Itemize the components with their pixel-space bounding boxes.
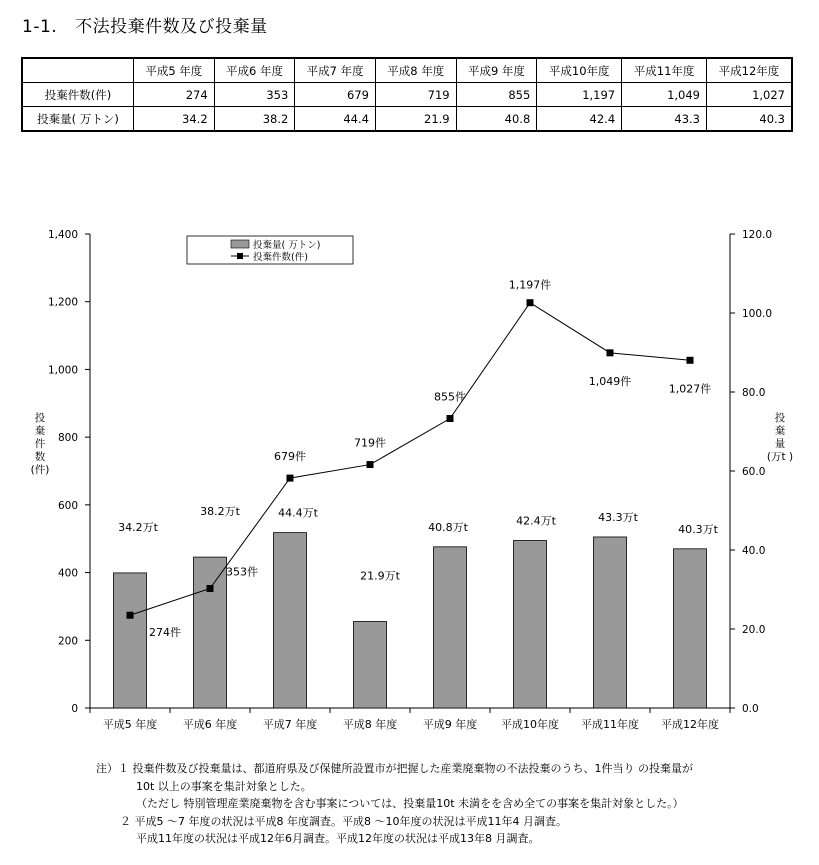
table-cell: 34.2	[134, 107, 215, 132]
bar-data-label: 40.3万t	[678, 522, 718, 536]
bar-data-label: 42.4万t	[516, 514, 556, 528]
y-left-tick-label: 1,200	[47, 296, 78, 309]
bar	[674, 549, 707, 708]
line-point	[367, 461, 374, 468]
table-cell: 43.3	[622, 107, 707, 132]
table-corner-cell	[22, 58, 134, 83]
table-cell: 1,049	[622, 83, 707, 107]
table-cell: 40.8	[456, 107, 537, 132]
bar-data-label: 44.4万t	[278, 506, 318, 520]
x-tick-label: 平成11年度	[581, 718, 639, 730]
note-line: 10t 以上の事案を集計対象とした。	[136, 779, 312, 793]
bar-data-label: 21.9万t	[360, 569, 400, 583]
note-line: 平成11年度の状況は平成12年6月調査。平成12年度の状況は平成13年8 月調査。	[136, 832, 540, 845]
line-data-label: 1,027件	[668, 382, 712, 396]
table-cell: 1,027	[707, 83, 793, 107]
y-right-tick-label: 120.0	[742, 229, 773, 241]
legend-line-marker	[237, 253, 243, 259]
y-left-tick-label: 600	[57, 499, 78, 512]
heading-title: 不法投棄件数及び投棄量	[75, 17, 268, 37]
note-line: （ただし 特別管理産業廃棄物を含む事案については、投棄量10t 未満をを含め全ての事案を集計対象とした。）	[136, 797, 684, 810]
table-header-cell: 平成12年度	[707, 58, 793, 83]
line-point	[447, 415, 454, 422]
line-point	[527, 299, 534, 306]
y-left-axis-label: 棄	[34, 425, 46, 437]
line-data-label: 274件	[149, 626, 181, 640]
y-right-tick-label: 20.0	[742, 624, 766, 636]
combo-chart	[0, 220, 819, 730]
y-right-tick-label: 40.0	[742, 545, 766, 557]
line-data-label: 353件	[226, 565, 258, 579]
table-header-cell: 平成7 年度	[295, 58, 376, 83]
y-right-tick-label: 0.0	[742, 703, 759, 715]
x-tick-label: 平成10年度	[501, 718, 559, 730]
x-tick-label: 平成8 年度	[342, 718, 398, 730]
x-tick-label: 平成6 年度	[182, 718, 238, 730]
y-left-tick-label: 800	[57, 432, 78, 445]
table-header-cell: 平成6 年度	[214, 58, 295, 83]
table-cell: 679	[295, 83, 376, 107]
line-data-label: 679件	[274, 450, 306, 464]
legend-line-label: 投棄件数(件)	[253, 252, 308, 263]
table-cell: 719	[375, 83, 456, 107]
line-point	[607, 349, 614, 356]
table-header-row	[22, 58, 792, 83]
notes	[96, 760, 796, 848]
note-line: ２ 平成5 ～7 年度の状況は平成8 年度調査。平成8 ～10年度の状況は平成11年4 月調査。	[120, 814, 567, 828]
bar-data-label: 40.8万t	[428, 520, 468, 534]
bar-data-label: 38.2万t	[200, 505, 240, 519]
table-cell: 353	[214, 83, 295, 107]
y-right-axis-label: 量	[774, 438, 786, 450]
y-left-tick-label: 400	[57, 567, 78, 580]
table-header-cell: 平成11年度	[622, 58, 707, 83]
page-heading	[22, 12, 268, 37]
table-cell: 21.9	[375, 107, 456, 132]
y-left-axis-label: 数	[34, 451, 46, 463]
table-cell: 38.2	[214, 107, 295, 132]
y-right-axis-label: (万t )	[766, 451, 794, 463]
bar	[434, 547, 467, 708]
table-row	[22, 83, 792, 107]
table-cell: 40.3	[707, 107, 793, 132]
y-left-tick-label: 200	[57, 635, 78, 648]
y-left-axis-label: 投	[34, 412, 46, 424]
line-data-label: 1,049件	[588, 374, 632, 388]
bar	[514, 541, 547, 708]
y-right-tick-label: 100.0	[742, 308, 773, 320]
x-tick-label: 平成5 年度	[102, 718, 158, 730]
table-cell: 42.4	[537, 107, 622, 132]
line-point	[287, 475, 294, 482]
heading-number: 1-1.	[22, 17, 58, 37]
y-right-axis-label: 棄	[774, 425, 786, 437]
legend-bar-swatch	[231, 240, 249, 248]
x-tick-label: 平成7 年度	[262, 718, 318, 730]
bar-data-label: 34.2万t	[118, 520, 158, 534]
y-right-tick-label: 60.0	[742, 466, 766, 478]
table-row-label: 投棄件数(件)	[22, 83, 134, 107]
y-left-tick-label: 1,000	[47, 364, 78, 377]
line-point	[207, 585, 214, 592]
table-row	[22, 107, 792, 132]
table-header-cell: 平成10年度	[537, 58, 622, 83]
table-cell: 855	[456, 83, 537, 107]
table-cell: 1,197	[537, 83, 622, 107]
bar	[594, 537, 627, 708]
table-cell: 44.4	[295, 107, 376, 132]
line-data-label: 855件	[434, 390, 466, 404]
y-right-tick-label: 80.0	[742, 387, 766, 399]
bar-data-label: 43.3万t	[598, 510, 638, 524]
line-point	[687, 357, 694, 364]
table-header-cell: 平成5 年度	[134, 58, 215, 83]
x-tick-label: 平成9 年度	[422, 718, 478, 730]
data-table	[21, 57, 793, 132]
y-left-axis-label: 件	[34, 438, 46, 450]
y-left-tick-label: 1,400	[47, 229, 78, 241]
x-tick-label: 平成12年度	[661, 718, 719, 730]
legend-bar-label: 投棄量( 万トン)	[253, 240, 321, 251]
bar	[114, 573, 147, 708]
y-left-axis-label: (件)	[30, 464, 50, 476]
bar	[274, 533, 307, 708]
line-data-label: 1,197件	[508, 278, 552, 292]
table-header-cell: 平成9 年度	[456, 58, 537, 83]
table-row-label: 投棄量( 万トン)	[22, 107, 134, 132]
line-data-label: 719件	[354, 436, 386, 450]
y-right-axis-label: 投	[774, 412, 786, 424]
table-cell: 274	[134, 83, 215, 107]
bar	[194, 557, 227, 708]
table-header-cell: 平成8 年度	[375, 58, 456, 83]
line-point	[127, 612, 134, 619]
bar	[354, 621, 387, 708]
note-line: 注）１ 投棄件数及び投棄量は、都道府県及び保健所設置市が把握した産業廃棄物の不法投棄のうち、1件当り の投棄量が	[96, 762, 693, 775]
y-left-tick-label: 0	[71, 703, 78, 715]
